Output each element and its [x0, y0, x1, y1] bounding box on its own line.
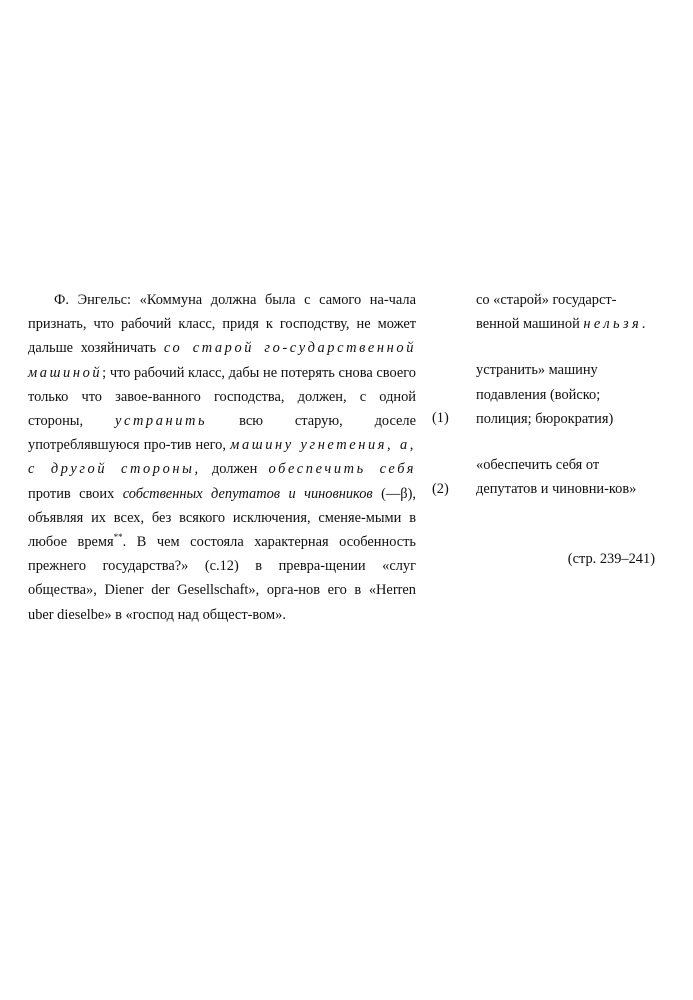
quote-spaced-3: машину угнетения, а, с другой стороны, [28, 437, 416, 478]
quote-segment-6: (—β), объявляя их всех, без всякого исключения, сменяе-мыми в любое время [28, 485, 416, 551]
quote-italic-1: собственных депутатов и чиновников [122, 485, 373, 502]
item-number-1: (1) [432, 410, 449, 427]
quote-segment-1: Ф. Энгельс: «Коммуна должна была с самого на-чала признать, что рабочий класс, придя к господству, не может дальше хозяйничать [28, 292, 416, 357]
numbered-item-1 [432, 358, 657, 431]
margin-note-top [432, 288, 657, 336]
numbered-item-2 [432, 453, 657, 501]
quote-segment-2: ; что рабочий класс, дабы не потерять снова своего только что завое-ванного господства, должен, с одной стороны, [28, 364, 416, 430]
quote-segment-5: против своих [28, 485, 123, 502]
quote-segment-4: должен [200, 461, 269, 478]
quote-segment-3: всю старую, доселе употреблявшуюся про-тив него, [28, 413, 417, 454]
margin-note-top-spaced: нельзя. [583, 316, 650, 333]
two-column-layout [28, 288, 673, 627]
footnote-marker: ** [113, 532, 123, 543]
quote-spaced-1: со старой го-сударственной машиной [28, 340, 416, 381]
quote-segment-7: . В чем состояла характерная особенность прежнего государства?» (с.12) в превра-щении «слуг общества», Diener der Gesellschaft», орга-нов его в «Herren uber dieselbe» в «господ над общест-вом». [28, 534, 416, 623]
page-reference: (стр. 239–241) [567, 551, 655, 568]
right-column [432, 288, 657, 572]
item-text-2: «обеспечить себя от депутатов и чиновни-ков» [476, 457, 637, 498]
quote-spaced-2: устранить [114, 413, 208, 430]
item-text-1: устранить» машину подавления (войско; полиция; бюрократия) [476, 362, 614, 427]
item-number-2: (2) [432, 481, 449, 498]
left-column [28, 288, 432, 627]
margin-note-top-text: со «старой» государст-венной машиной [476, 292, 617, 333]
quote-spaced-4: обеспечить себя [268, 461, 416, 478]
engels-quote-paragraph [28, 288, 416, 627]
